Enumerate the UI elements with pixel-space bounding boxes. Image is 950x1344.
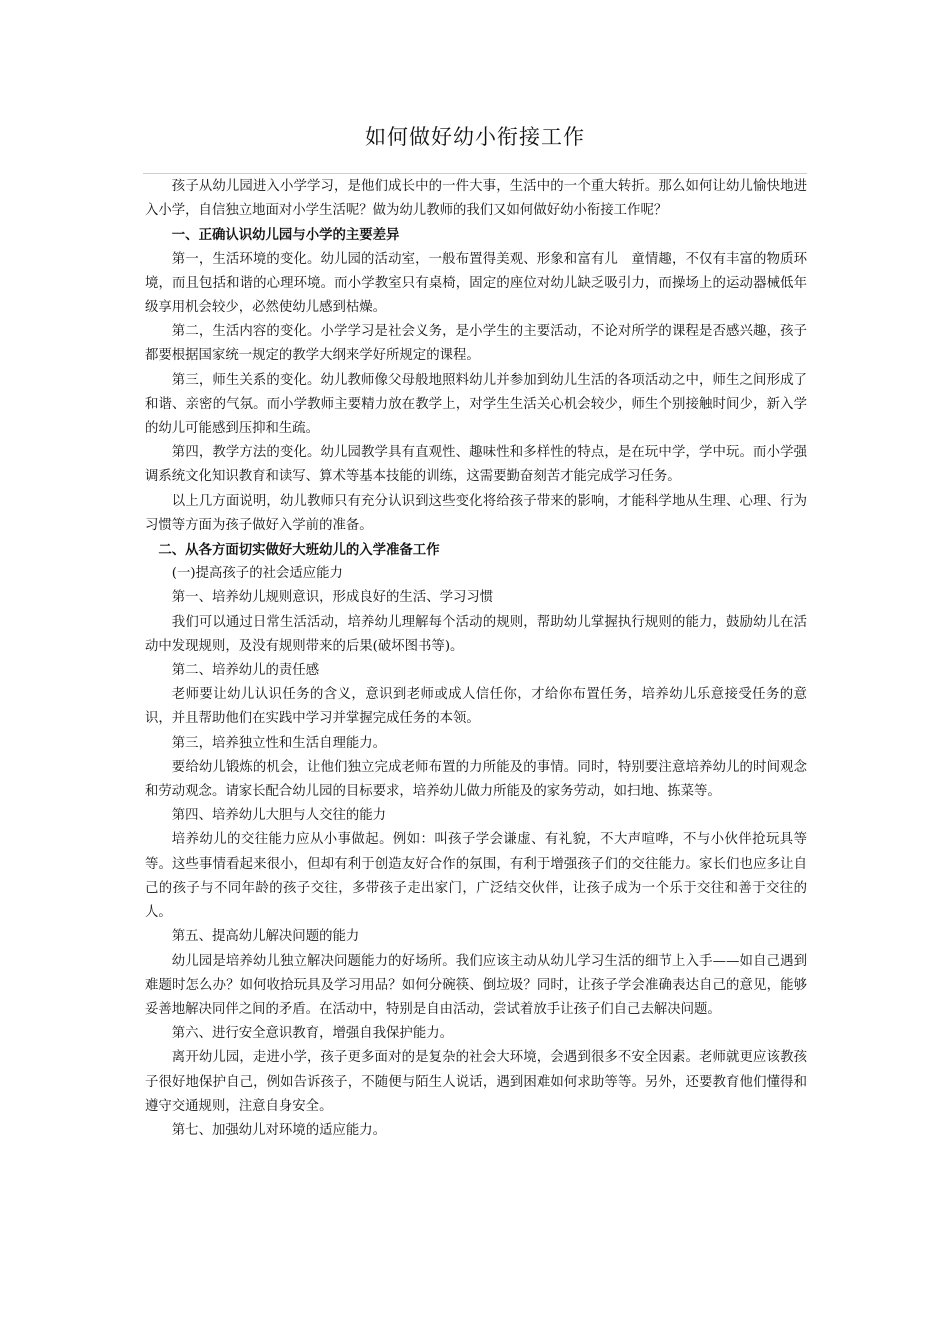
body-paragraph: 第二、培养幼儿的责任感	[171, 663, 320, 679]
title-divider	[143, 173, 807, 174]
body-paragraph: 以上几方面说明，幼儿教师只有充分认识到这些变化将给孩子带来的影响，才能科学地从生理、心理、行为习惯等方面为孩子做好入学前的准备。	[145, 493, 807, 533]
body-paragraph: 第一，生活环境的变化。幼儿园的活动室，一般布置得美观、形象和富有儿 童情趣，不仅有丰富的物质环境，而且包括和谐的心理环境。而小学教室只有桌椅，固定的座位对幼儿缺乏吸引力，而操场上的运动器械低年级享用机会较少，必然使幼儿感到枯燥。	[145, 251, 807, 316]
body-paragraph: 第三，师生关系的变化。幼儿教师像父母般地照料幼儿并参加到幼儿生活的各项活动之中，师生之间形成了和谐、亲密的气氛。而小学教师主要精力放在教学上，对学生生活关心机会较少，师生个别接触时间少，新入学的幼儿可能感到压抑和生疏。	[145, 372, 807, 437]
body-paragraph: 离开幼儿园，走进小学，孩子更多面对的是复杂的社会大环境，会遇到很多不安全因素。老师就更应该教孩子很好地保护自己，例如告诉孩子，不随便与陌生人说话，遇到困难如何求助等等。另外，还要教育他们懂得和遵守交通规则，注意自身安全。	[145, 1050, 807, 1114]
body-paragraph: 第一、培养幼儿规则意识，形成良好的生活、学习习惯	[171, 590, 494, 606]
body-paragraph: 我们可以通过日常生活活动，培养幼儿理解每个活动的规则，帮助幼儿掌握执行规则的能力，鼓励幼儿在活动中发现规则，及没有规则带来的后果(破坏图书等)。	[145, 614, 807, 654]
body-paragraph: 第五、提高幼儿解决问题的能力	[171, 929, 360, 945]
body-paragraph: 第二，生活内容的变化。小学学习是社会义务，是小学生的主要活动，不论对所学的课程是否感兴趣，孩子都要根据国家统一规定的教学大纲来学好所规定的课程。	[145, 324, 807, 364]
body-paragraph: 幼儿园是培养幼儿独立解决问题能力的好场所。我们应该主动从幼儿学习生活的细节上入手——如自己遇到难题时怎么办？如何收拾玩具及学习用品？如何分碗筷、倒垃圾？同时，让孩子学会准确表达自己的意见，能够妥善地解决同伴之间的矛盾。在活动中，特别是自由活动，尝试着放手让孩子们自己去解决问题。	[145, 953, 807, 1017]
body-paragraph: 孩子从幼儿园进入小学学习，是他们成长中的一件大事，生活中的一个重大转折。那么如何让幼儿愉快地进入小学，自信独立地面对小学生活呢？做为幼儿教师的我们又如何做好幼小衔接工作呢？	[145, 179, 807, 219]
section-heading: 一、正确认识幼儿园与小学的主要差异	[171, 227, 400, 244]
body-paragraph: 第三，培养独立性和生活自理能力。	[171, 735, 387, 751]
document-title: 如何做好幼小衔接工作	[365, 125, 585, 149]
body-paragraph: 第四、培养幼儿大胆与人交往的能力	[171, 808, 387, 824]
section-heading: 二、从各方面切实做好大班幼儿的入学准备工作	[158, 542, 440, 559]
body-paragraph: (一)提高孩子的社会适应能力	[171, 566, 343, 582]
body-paragraph: 培养幼儿的交往能力应从小事做起。例如：叫孩子学会谦虚、有礼貌，不大声喧哗，不与小伙伴抢玩具等等。这些事情看起来很小，但却有利于创造友好合作的氛围，有利于增强孩子们的交往能力。家长们也应多让自己的孩子与不同年龄的孩子交往，多带孩子走出家门，广泛结交伙伴，让孩子成为一个乐于交往和善于交往的人。	[145, 832, 807, 921]
body-paragraph: 第七、加强幼儿对环境的适应能力。	[171, 1122, 387, 1138]
body-paragraph: 第四，教学方法的变化。幼儿园教学具有直观性、趣味性和多样性的特点，是在玩中学，学中玩。而小学强调系统文化知识教育和读写、算术等基本技能的训练，这需要勤奋刻苦才能完成学习任务。	[145, 445, 807, 485]
body-paragraph: 第六、进行安全意识教育，增强自我保护能力。	[171, 1026, 453, 1042]
body-paragraph: 老师要让幼儿认识任务的含义，意识到老师或成人信任你，才给你布置任务，培养幼儿乐意接受任务的意识，并且帮助他们在实践中学习并掌握完成任务的本领。	[145, 687, 807, 727]
body-paragraph: 要给幼儿锻炼的机会，让他们独立完成老师布置的力所能及的事情。同时，特别要注意培养幼儿的时间观念和劳动观念。请家长配合幼儿园的目标要求，培养幼儿做力所能及的家务劳动，如扫地、拣菜等。	[145, 759, 807, 800]
document-body	[145, 175, 807, 1143]
